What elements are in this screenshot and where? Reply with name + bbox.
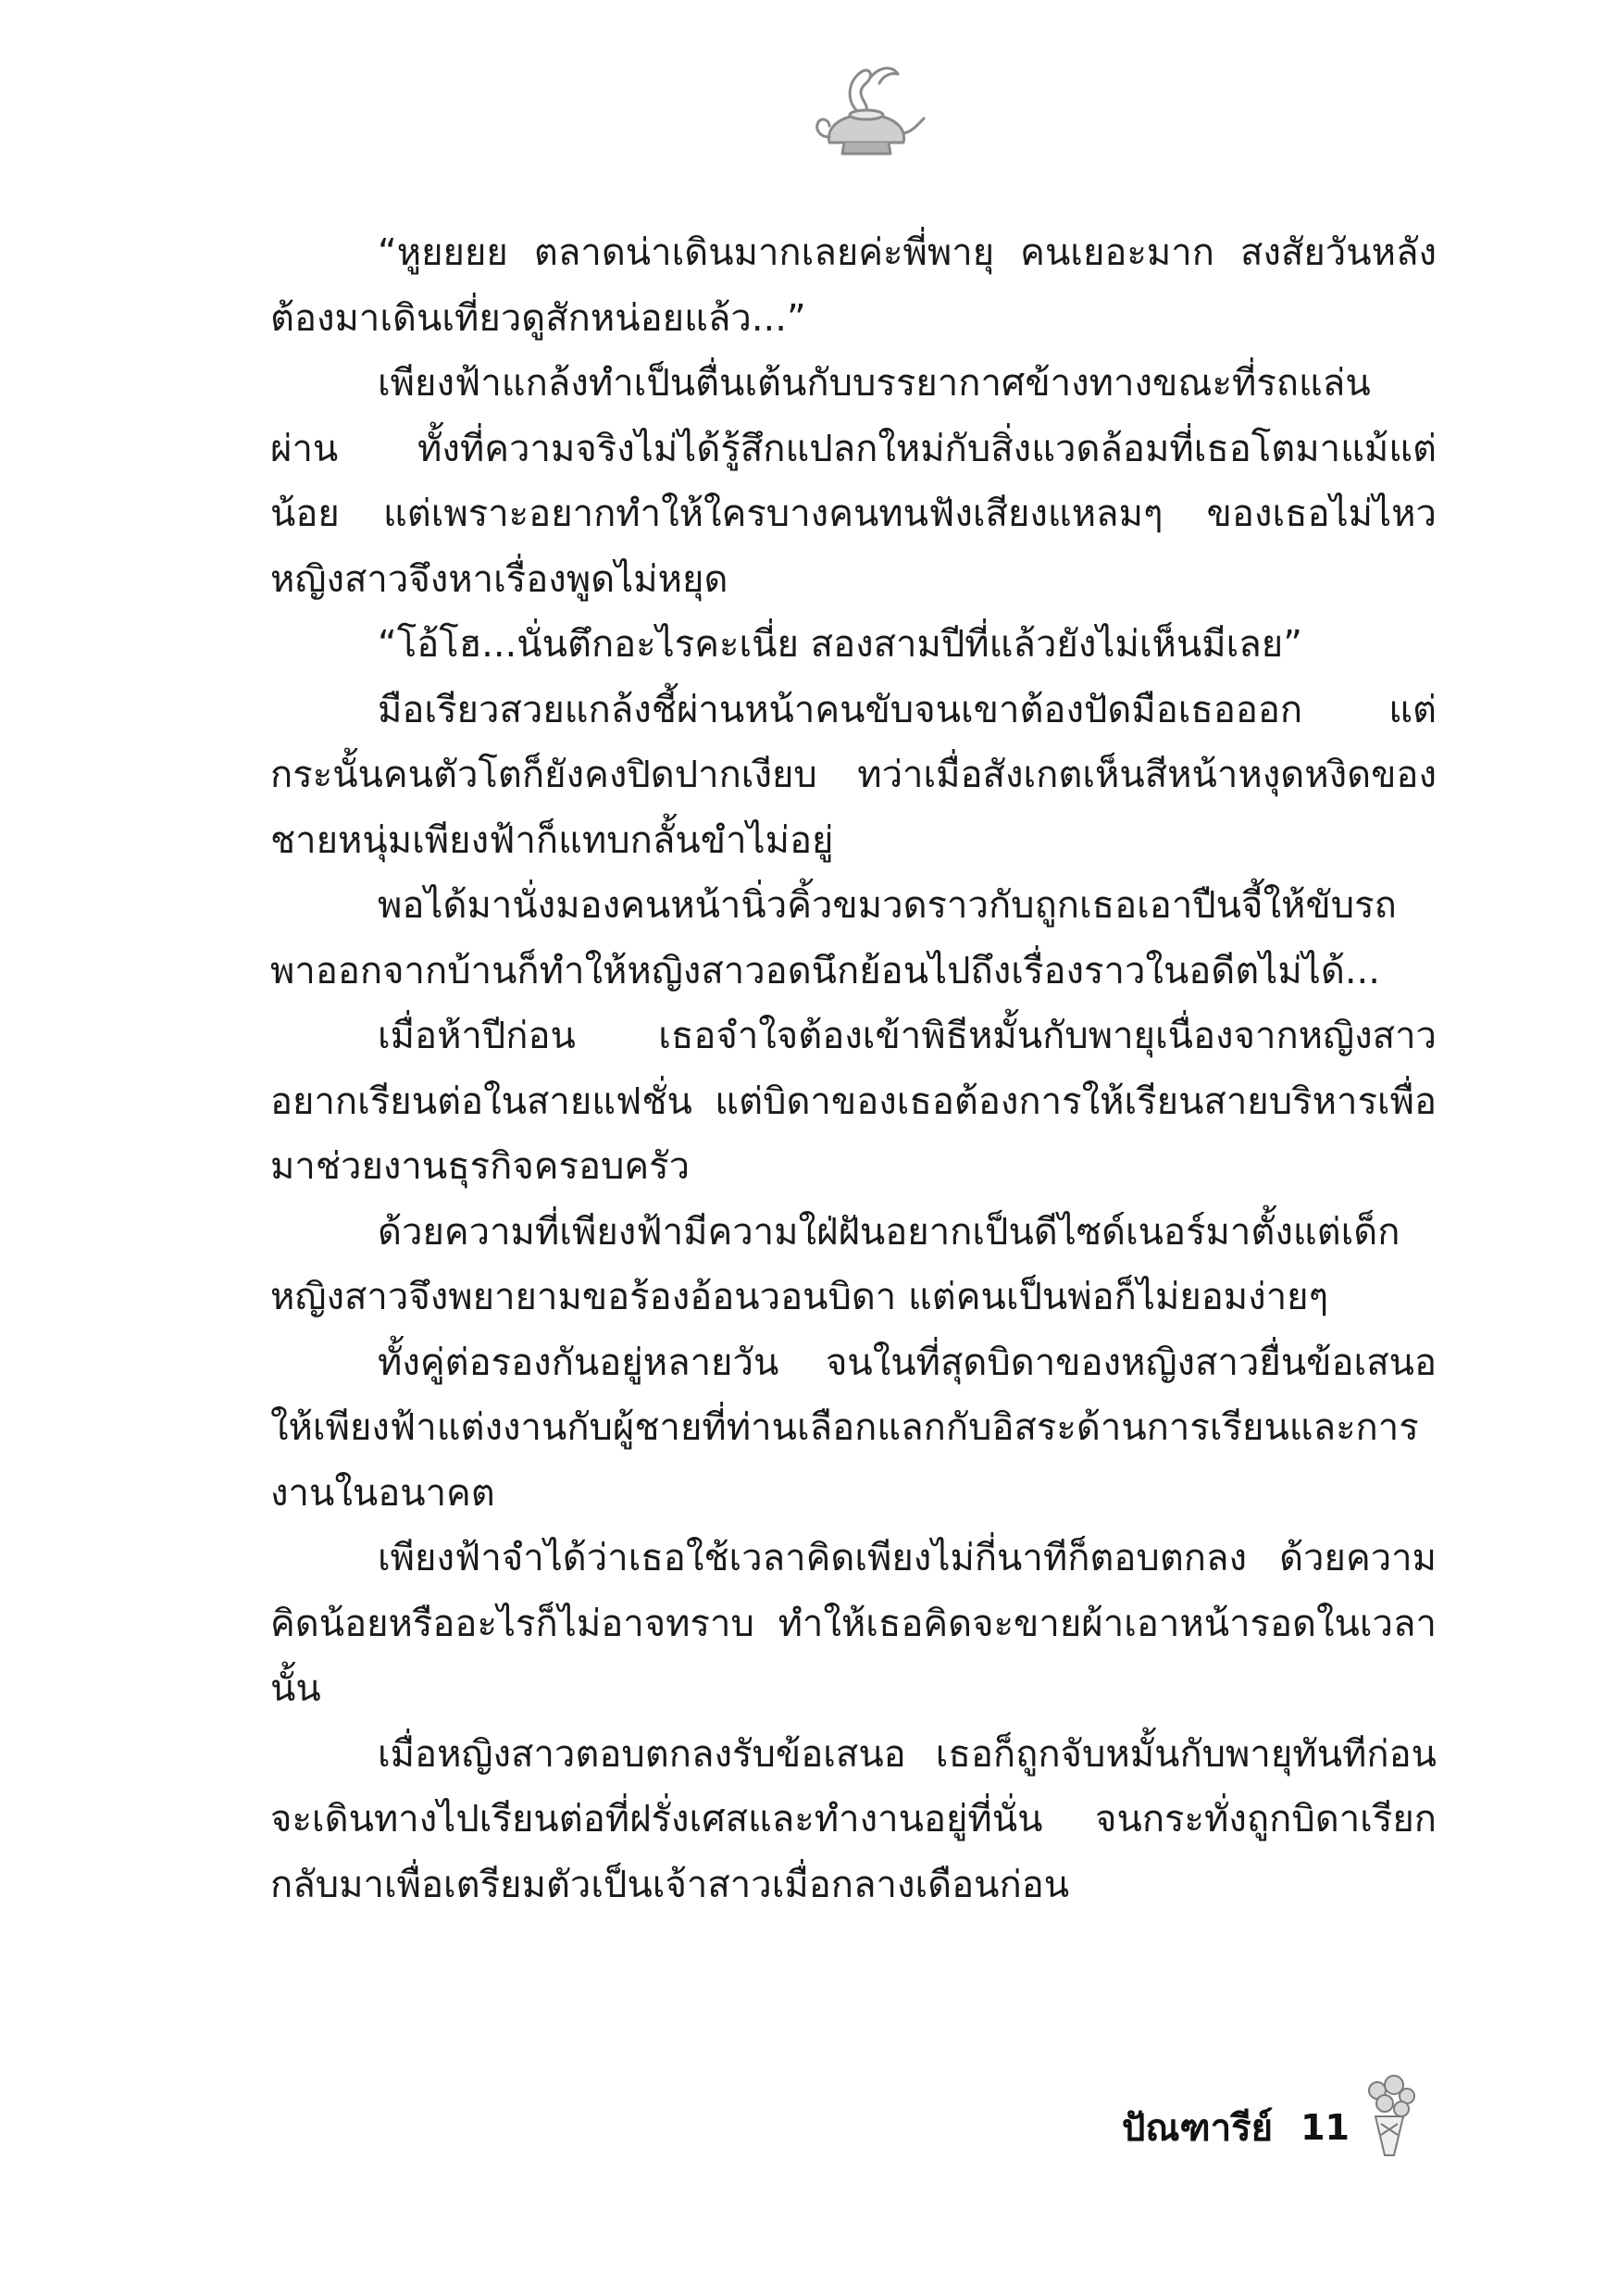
paragraph: “โอ้โฮ...นั่นตึกอะไรคะเนี่ย สองสามปีที่แล้วยังไม่เห็นมีเลย” [378,623,1302,666]
paragraph: เมื่อห้าปีก่อน เธอจำใจต้องเข้าพิธีหมั้นกับพายุเนื่องจากหญิงสาวอยากเรียนต่อในสายแฟชั่น แต่บิดาของเธอต้องการให้เรียนสายบริหารเพื่อมาช่วยงานธุรกิจครอบครัว [270,1015,1437,1188]
paragraph: ด้วยความที่เพียงฟ้ามีความใฝ่ฝันอยากเป็นดีไซด์เนอร์มาตั้งแต่เด็กหญิงสาวจึงพยายามขอร้องอ้อนวอนบิดา แต่คนเป็นพ่อก็ไม่ยอมง่ายๆ [270,1210,1400,1318]
author-name: ปัณฑารีย์ [1122,2107,1274,2150]
page-number: 11 [1301,2107,1350,2148]
paragraph: เพียงฟ้าแกล้งทำเป็นตื่นเต้นกับบรรยากาศข้างทางขณะที่รถแล่นผ่าน ทั้งที่ความจริงไม่ได้รู้สึกแปลกใหม่กับสิ่งแวดล้อมที่เธอโตมาแม้แต่น้อย แต่เพราะอยากทำให้ใครบางคนทนฟังเสียงแหลมๆ ของเธอไม่ไหวหญิงสาวจึงหาเรื่องพูดไม่หยุด [270,362,1437,601]
paragraph: มือเรียวสวยแกล้งชี้ผ่านหน้าคนขับจนเขาต้องปัดมือเธอออก แต่กระนั้นคนตัวโตก็ยังคงปิดปากเงียบ ทว่าเมื่อสังเกตเห็นสีหน้าหงุดหงิดของชายหนุ่มเพียงฟ้าก็แทบกลั้นขำไม่อยู่ [270,688,1437,862]
page-footer [1122,2100,1350,2155]
paragraph: ทั้งคู่ต่อรองกันอยู่หลายวัน จนในที่สุดบิดาของหญิงสาวยื่นข้อเสนอให้เพียงฟ้าแต่งงานกับผู้ชายที่ท่านเลือกแลกกับอิสระด้านการเรียนและการงานในอนาคต [270,1341,1437,1515]
story-text [270,220,1437,1917]
paragraph: พอได้มานั่งมองคนหน้านิ่วคิ้วขมวดราวกับถูกเธอเอาปืนจี้ให้ขับรถพาออกจากบ้านก็ทำให้หญิงสาวอดนึกย้อนไปถึงเรื่องราวในอดีตไม่ได้... [270,884,1397,992]
flower-bouquet-icon [1357,2070,1422,2163]
paragraph: เมื่อหญิงสาวตอบตกลงรับข้อเสนอ เธอก็ถูกจับหมั้นกับพายุทันทีก่อนจะเดินทางไปเรียนต่อที่ฝรั่งเศสและทำงานอยู่ที่นั่น จนกระทั่งถูกบิดาเรียกกลับมาเพื่อเตรียมตัวเป็นเจ้าสาวเมื่อกลางเดือนก่อน [270,1732,1437,1906]
paragraph: “หูยยยย ตลาดน่าเดินมากเลยค่ะพี่พายุ คนเยอะมาก สงสัยวันหลังต้องมาเดินเที่ยวดูสักหน่อยแล้ว...” [270,231,1437,340]
genie-lamp-icon [802,54,931,165]
paragraph: เพียงฟ้าจำได้ว่าเธอใช้เวลาคิดเพียงไม่กี่นาทีก็ตอบตกลง ด้วยความคิดน้อยหรืออะไรก็ไม่อาจทราบ ทำให้เธอคิดจะขายผ้าเอาหน้ารอดในเวลานั้น [270,1537,1437,1710]
